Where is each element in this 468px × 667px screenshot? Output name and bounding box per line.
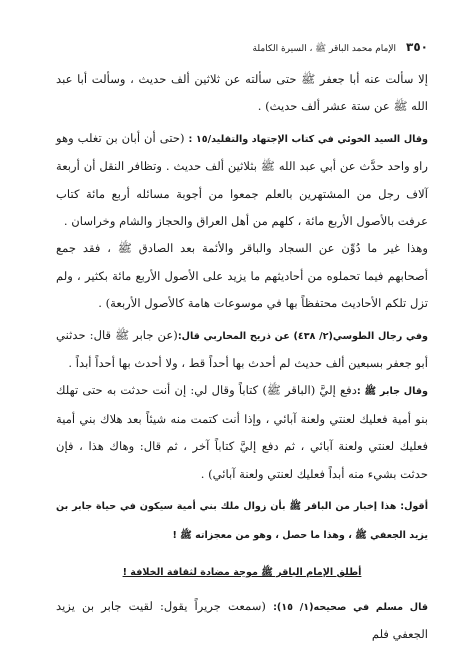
section-heading: أطلق الإمام الباقر ﷺ موجة مضادة لثقافة الخلافة ! xyxy=(122,566,362,578)
page-body xyxy=(56,66,428,649)
page-number: ٣٥٠ xyxy=(406,40,428,54)
paragraph-4 xyxy=(56,322,428,378)
running-title: الإمام محمد الباقر ﷺ ، السيرة الكاملة xyxy=(252,44,397,54)
paragraph-2 xyxy=(56,125,428,236)
paragraph-6-text: أقول: هذا إخبار من الباقر ﷺ بأن زوال ملك بني أمية سيكون في حياة جابر بن يزيد الجعفي ﷺ ، وهذا ما حصل ، وهو من معجزاته ﷺ ! xyxy=(56,501,428,541)
paragraph-4-text: (عن جابر ﷺ قال: حدثني أبو جعفر بسبعين ألف حديث لم أحدث بها أحداً قط ، ولا أحدث بها أحداً أبداً . xyxy=(56,327,428,371)
book-page xyxy=(56,40,428,650)
paragraph-7-text: (سمعت جريراً يقول: لقيت جابر بن يزيد الجعفي فلم xyxy=(56,598,428,642)
paragraph-2-lead: وقال السيد الخوئي في كتاب الإجتهاد والتقليد/١٥ : xyxy=(188,133,428,145)
paragraph-6 xyxy=(56,492,428,549)
page-header xyxy=(56,40,428,58)
paragraph-5-lead: وقال جابر ﷺ : xyxy=(356,386,428,398)
paragraph-5-text: دفع إليَّ (الباقر ﷺ) كتاباً وقال لي: إن أنت حدثت به حتى تهلك بنو أمية فعليك لعنتي ولعنة آبائي ، وإذا أنت كتمت منه شيئاً بعد هلاك بني أمية فعليك لعنتي ولعنة آبائي ، ثم دفع إليَّ كتاباً آخر ، ثم قال: وهاك هذا ، فإن حدثت بشيء منه أبداً فعليك لعنتي ولعنة آبائي) . xyxy=(56,383,428,481)
paragraph-7-lead: قال مسلم في صحيحه(١/ ١٥): xyxy=(273,601,428,613)
paragraph-5 xyxy=(56,377,428,488)
paragraph-7 xyxy=(56,593,428,649)
paragraph-1: إلا سألت عنه أبا جعفر ﷺ حتى سألته عن ثلاثين ألف حديث ، وسألت أبا عبد الله ﷺ عن ستة عشر ألف حديث) . xyxy=(56,72,428,114)
paragraph-2-text: (حتى أن أبان بن تغلب وهو راو واحد حدَّث عن أبي عبد الله ﷺ بثلاثين ألف حديث . وتظافر النقل أن أربعة آلاف رجل من المشتهرين بالعلم جمعوا من أجوبة مسائله أربع مائة كتاب عرفت بالأصول الأربع مائة ، كلهم من أهل العراق والحجاز والشام وخراسان . xyxy=(56,130,428,229)
paragraph-3: وهذا غير ما دُوِّن عن السجاد والباقر والأئمة بعد الصادق ﷺ ، فقد جمع أصحابهم فيما تحملوه من أحاديثهم ما يزيد على الأصول الأربع مائة بكثير ، ولم تزل تلكم الأحاديث محتفظاً بها في موسوعات هامة كالأصول الأربعة) . xyxy=(56,241,428,311)
paragraph-4-lead: وفي رجال الطوسي(٢/ ٤٣٨) عن ذريح المحاربي قال: xyxy=(177,330,428,342)
